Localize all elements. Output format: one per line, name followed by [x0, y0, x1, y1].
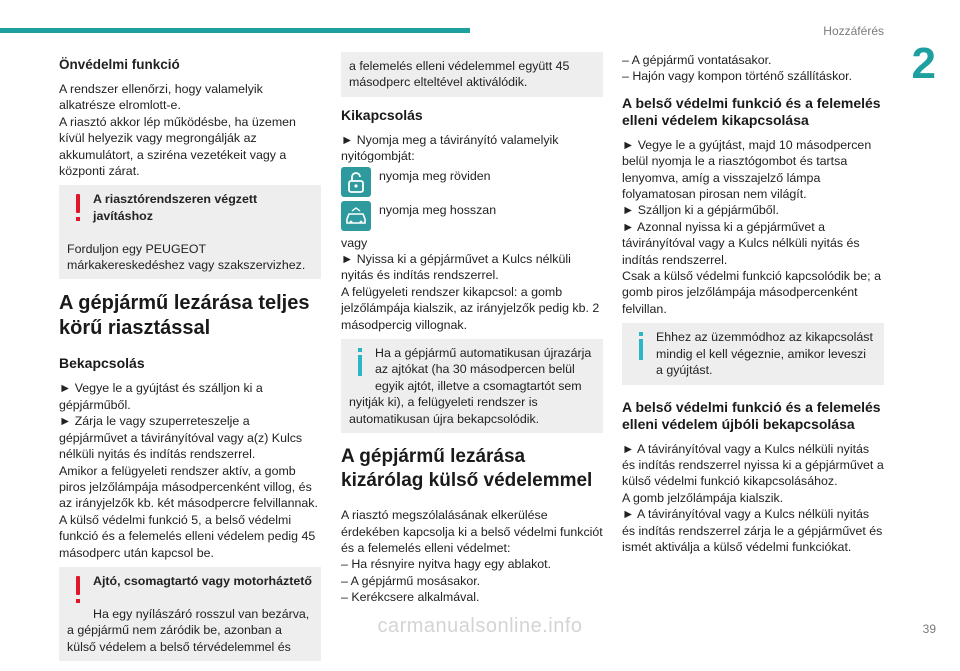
page-number: 39	[922, 622, 936, 636]
warning-title: Ajtó, csomagtartó vagy motorháztető	[93, 573, 312, 588]
paragraph-nyomja: ► Nyomja meg a távirányító valamelyik nyitógombját:	[341, 132, 559, 164]
info-icon	[630, 329, 652, 363]
info-box-relock	[341, 339, 603, 433]
key-row-short	[341, 167, 603, 197]
heading-full-alarm: A gépjármű lezárása teljes körű riasztással	[59, 292, 310, 340]
warning-icon	[67, 191, 89, 225]
heading-bekapcsolas: Bekapcsolás	[59, 355, 145, 372]
warning-box-continued	[341, 52, 603, 97]
info-icon	[349, 345, 371, 379]
warning-box-door	[59, 567, 321, 661]
paragraph-bekapcsolas: ► Vegye le a gyújtást és szálljon ki a gépjárműből. ► Zárja le vagy szuperreteszelje a gépjárművet a távirányítóval vagy a(z) Kulcs nélküli nyitás és indítás rendszerrel. Amikor a felügyeleti rendszer aktív, a gomb piros jelzőlámpája másodpercenként villog, és az irányjelzők kb. két másodpercre felvillannak. A külső védelmi funkció 5, a belső védelmi funkció és a felemelés elleni védelem pedig 45 másodperc után kapcsol be.	[59, 381, 318, 560]
paragraph-vagy: vagy ► Nyissa ki a gépjárművet a Kulcs nélküli nyitás és indítás rendszerrel. A felügyeleti rendszer kikapcsol: a gomb jelzőlámpája kialszik, az irányjelzők pedig kb. 2 másodpercig villognak.	[341, 235, 600, 332]
warning-box-repair	[59, 185, 321, 279]
paragraph-belso-off: ► Vegye le a gyújtást, majd 10 másodpercen belül nyomja le a riasztógombot és tartsa lenyomva, amíg a visszajelző lámpa folyamatosan pirosan nem világít. ► Szálljon ki a gépjárműből. ► Azonnal nyissa ki a gépjárművet a távirányítóval vagy a Kulcs nélküli nyitás és indítás rendszerrel. Csak a külső védelmi funkció kapcsolódik be; a gomb piros jelzőlámpája másodpercenként felvillan.	[622, 137, 881, 316]
info-box-mode	[622, 323, 884, 384]
warning-text: Forduljon egy PEUGEOT márkakereskedéshez vagy szakszervizhez.	[67, 241, 306, 273]
paragraph-belso-on: ► A távirányítóval vagy a Kulcs nélküli nyitás és indítás rendszerrel nyissa ki a gépjárművet a külső védelmi funkció kikapcsolásához. A gomb jelzőlámpája kialszik. ► A távirányítóval vagy a Kulcs nélküli nyitás és indítás rendszerrel zárja le a gépjárművet és ismét aktiválja a külső védelmi funkciókat.	[622, 441, 884, 554]
heading-belso-on: A belső védelmi funkció és a felemelés elleni védelem újbóli bekapcsolása	[622, 398, 881, 432]
paragraph-top: – A gépjármű vontatásakor. – Hajón vagy kompon történő szállításkor.	[622, 53, 853, 84]
column-2	[341, 52, 603, 612]
warning-text: Ha egy nyílászáró rosszul van bezárva, a gépjármű nem záródik be, azonban a külső védelem a belső térvédelemmel és	[67, 606, 310, 654]
car-unlock-icon	[341, 201, 371, 231]
chapter-number: 2	[911, 39, 936, 88]
paragraph-onvedelmi: A rendszer ellenőrzi, hogy valamelyik alkatrésze elromlott-e. A riasztó akkor lép működésbe, ha üzemen kívül helyezik vagy megrongálják az akkumulátort, a sziréna vezetékeit vagy a központi zárat.	[59, 82, 296, 179]
watermark: carmanualsonline.info	[377, 615, 583, 637]
warning-icon	[67, 573, 89, 607]
warning-title: A riasztórendszeren végzett javításhoz	[93, 192, 258, 223]
key-row-long	[341, 201, 603, 231]
header-accent-bar	[0, 28, 470, 33]
column-3	[622, 52, 884, 561]
section-title: Hozzáférés	[823, 24, 884, 38]
key-long-label: nyomja meg hosszan	[379, 202, 497, 217]
heading-onvedelmi: Önvédelmi funkció	[59, 57, 180, 72]
warning-text-continued: a felemelés elleni védelemmel együtt 45 másodperc elteltével aktiválódik.	[349, 59, 570, 90]
info-text: Ha a gépjármű automatikusan újrazárja az ajtókat (ha 30 másodpercen belül egyik ajtót, illetve a csomagtartót sem nyitják ki), a felügyeleti rendszer is automatikusan újra bekapcsolódik.	[349, 346, 592, 426]
heading-kikapcsolas: Kikapcsolás	[341, 106, 423, 123]
unlock-key-icon	[341, 167, 371, 197]
paragraph-kulso: A riasztó megszólalásának elkerülése érdekében kapcsolja ki a belső védelmi funkciót és a felemelés elleni védelmet: – Ha résnyire nyitva hagy egy ablakot. – A gépjármű mosásakor. – Kerékcsere alkalmával.	[341, 508, 603, 605]
key-short-label: nyomja meg röviden	[379, 168, 491, 183]
heading-belso-off: A belső védelmi funkció és a felemelés elleni védelem kikapcsolása	[622, 94, 881, 128]
info-text: Ehhez az üzemmódhoz az kikapcsolást mindig el kell végeznie, amikor leveszi a gyújtást.	[656, 330, 873, 378]
heading-external-only: A gépjármű lezárása kizárólag külső védelemmel	[341, 446, 593, 492]
column-1	[59, 52, 321, 671]
